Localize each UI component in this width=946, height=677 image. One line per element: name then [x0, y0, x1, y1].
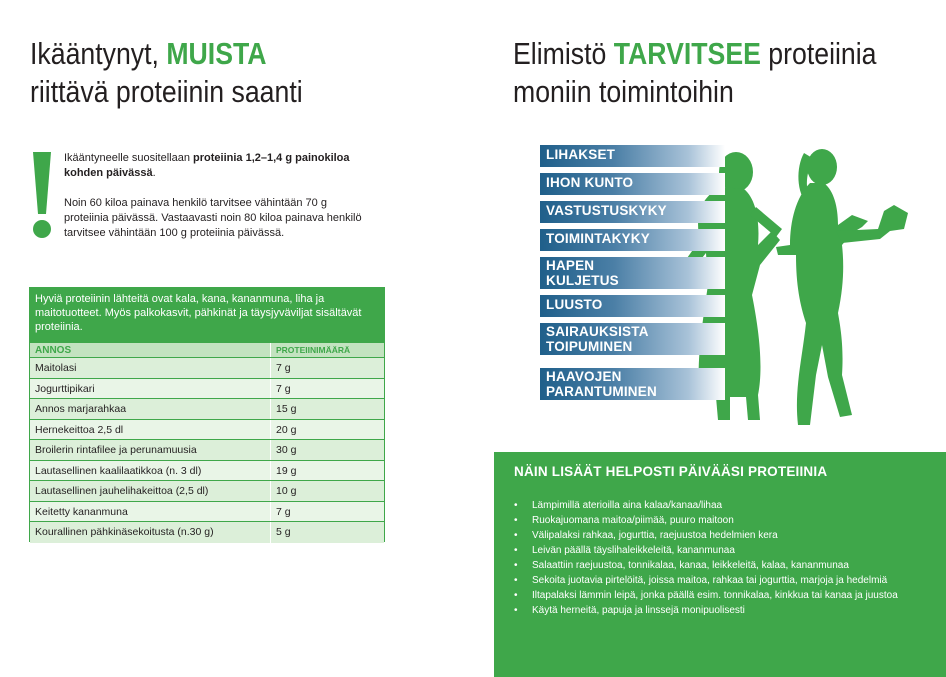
- bullet-icon: •: [514, 530, 518, 541]
- function-label: VASTUSTUSKYKY: [546, 203, 667, 218]
- exclamation-icon: [30, 150, 54, 240]
- protein-sources-intro: Hyviä proteiinin lähteitä ovat kala, kana, kananmuna, liha ja maitotuotteet. Myös palkokasvit, pähkinät ja täysjyväviljat sisältävät proteiinia.: [30, 288, 384, 343]
- portion-cell: Maitolasi: [30, 358, 271, 378]
- portion-cell: Annos marjarahkaa: [30, 399, 271, 419]
- protein-cell: 5 g: [271, 522, 384, 543]
- protein-cell: 10 g: [271, 481, 384, 501]
- tip-text: Välipalaksi rahkaa, jogurttia, raejuustoa hedelmien kera: [532, 530, 778, 541]
- tips-title: NÄIN LISÄÄT HELPOSTI PÄIVÄÄSI PROTEIINIA: [514, 464, 828, 479]
- list-item: [514, 588, 934, 603]
- bullet-icon: •: [514, 500, 518, 511]
- function-bar-skin: [540, 173, 725, 195]
- function-bar-wound-healing: [540, 368, 725, 400]
- recommendation-text: Ikääntyneelle suositellaan: [64, 152, 194, 164]
- list-item: [514, 603, 934, 618]
- function-bar-immunity: [540, 201, 725, 223]
- portion-cell: Lautasellinen kaalilaatikkoa (n. 3 dl): [30, 461, 271, 481]
- recommendation-end: .: [152, 167, 156, 179]
- protein-sources-table: [29, 287, 385, 542]
- function-label-line2: PARANTUMINEN: [546, 384, 657, 399]
- protein-cell: 7 g: [271, 502, 384, 522]
- right-heading-line1: [513, 35, 876, 73]
- right-heading: [513, 35, 876, 111]
- tip-text: Ruokajuomana maitoa/piimää, puuro maitoon: [532, 515, 734, 526]
- column-header-protein: PROTEIINIMÄÄRÄ: [276, 345, 351, 355]
- bullet-icon: •: [514, 545, 518, 556]
- tip-text: Sekoita juotavia pirtelöitä, joissa maitoa, rahkaa tai jogurttia, marjoja ja hedelmiä: [532, 575, 888, 586]
- table-row: [30, 440, 384, 461]
- table-row: [30, 461, 384, 482]
- table-row: [30, 522, 384, 543]
- protein-cell: 7 g: [271, 379, 384, 399]
- table-row: [30, 379, 384, 400]
- function-bar-bones: [540, 295, 725, 317]
- tip-text: Lämpimillä aterioilla aina kalaa/kanaa/lihaa: [532, 500, 723, 511]
- list-item: [514, 573, 934, 588]
- function-label: SAIRAUKSISTA: [546, 324, 649, 339]
- right-heading-prefix: Elimistö: [513, 36, 614, 71]
- table-row: [30, 502, 384, 523]
- tip-text: Käytä herneitä, papuja ja linssejä monipuolisesti: [532, 605, 745, 616]
- portion-cell: Keitetty kananmuna: [30, 502, 271, 522]
- recommendation-bold: proteiinia 1,2–1,4 g painokiloa kohden päivässä: [64, 152, 350, 179]
- function-bar-oxygen: [540, 257, 725, 289]
- function-label: LUUSTO: [546, 297, 603, 312]
- protein-cell: 19 g: [271, 461, 384, 481]
- list-item: [514, 543, 934, 558]
- table-body: [30, 358, 384, 543]
- right-heading-suffix: proteiinia: [760, 36, 877, 71]
- function-label: TOIMINTAKYKY: [546, 231, 650, 246]
- function-bar-functional-capacity: [540, 229, 725, 251]
- list-item: [514, 528, 934, 543]
- protein-example-text: Noin 60 kiloa painava henkilö tarvitsee vähintään 70 g proteiinia päivässä. Vastaavasti noin 80 kiloa painava henkilö tarvitsee vähintään 100 g proteiinia päivässä.: [64, 197, 362, 239]
- bullet-icon: •: [514, 515, 518, 526]
- protein-cell: 7 g: [271, 358, 384, 378]
- list-item: [514, 558, 934, 573]
- protein-cell: 30 g: [271, 440, 384, 460]
- portion-cell: Broilerin rintafilee ja perunamuusia: [30, 440, 271, 460]
- tips-list: [514, 498, 934, 618]
- portion-cell: Lautasellinen jauhelihakeittoa (2,5 dl): [30, 481, 271, 501]
- bullet-icon: •: [514, 575, 518, 586]
- left-heading-line2: riittävä proteiinin saanti: [30, 74, 303, 109]
- protein-tips-box: [494, 452, 946, 677]
- protein-cell: 15 g: [271, 399, 384, 419]
- left-heading: [30, 35, 303, 111]
- portion-cell: Kourallinen pähkinäsekoitusta (n.30 g): [30, 522, 271, 543]
- table-row: [30, 481, 384, 502]
- left-heading-prefix: Ikääntynyt,: [30, 36, 167, 71]
- function-label-line2: TOIPUMINEN: [546, 339, 633, 354]
- column-header-portion: ANNOS: [30, 343, 271, 357]
- function-label: HAAVOJEN: [546, 369, 622, 384]
- bullet-icon: •: [514, 605, 518, 616]
- function-label: HAPEN: [546, 258, 595, 273]
- left-heading-line1: [30, 35, 303, 73]
- list-item: [514, 513, 934, 528]
- tip-text: Iltapalaksi lämmin leipä, jonka päällä esim. tonnikalaa, kinkkua tai kanaa ja juustoa: [532, 590, 898, 601]
- bullet-icon: •: [514, 590, 518, 601]
- tip-text: Salaattiin raejuustoa, tonnikalaa, kanaa, leikkeleitä, kalaa, kananmunaa: [532, 560, 849, 571]
- right-heading-line2: moniin toimintoihin: [513, 74, 734, 109]
- bullet-icon: •: [514, 560, 518, 571]
- table-row: [30, 399, 384, 420]
- table-header-row: [30, 343, 384, 358]
- protein-cell: 20 g: [271, 420, 384, 440]
- portion-cell: Hernekeittoa 2,5 dl: [30, 420, 271, 440]
- tip-text: Leivän päällä täyslihaleikkeleitä, kananmunaa: [532, 545, 735, 556]
- right-heading-highlight: TARVITSEE: [613, 36, 761, 71]
- function-label: IHON KUNTO: [546, 175, 634, 190]
- function-label-line2: KULJETUS: [546, 273, 619, 288]
- protein-recommendation: [64, 151, 374, 181]
- table-row: [30, 420, 384, 441]
- function-bar-recovery: [540, 323, 725, 355]
- function-bar-muscles: [540, 145, 725, 167]
- table-row: [30, 358, 384, 379]
- portion-cell: Jogurttipikari: [30, 379, 271, 399]
- function-label: LIHAKSET: [546, 147, 616, 162]
- list-item: [514, 498, 934, 513]
- left-heading-highlight: MUISTA: [166, 36, 267, 71]
